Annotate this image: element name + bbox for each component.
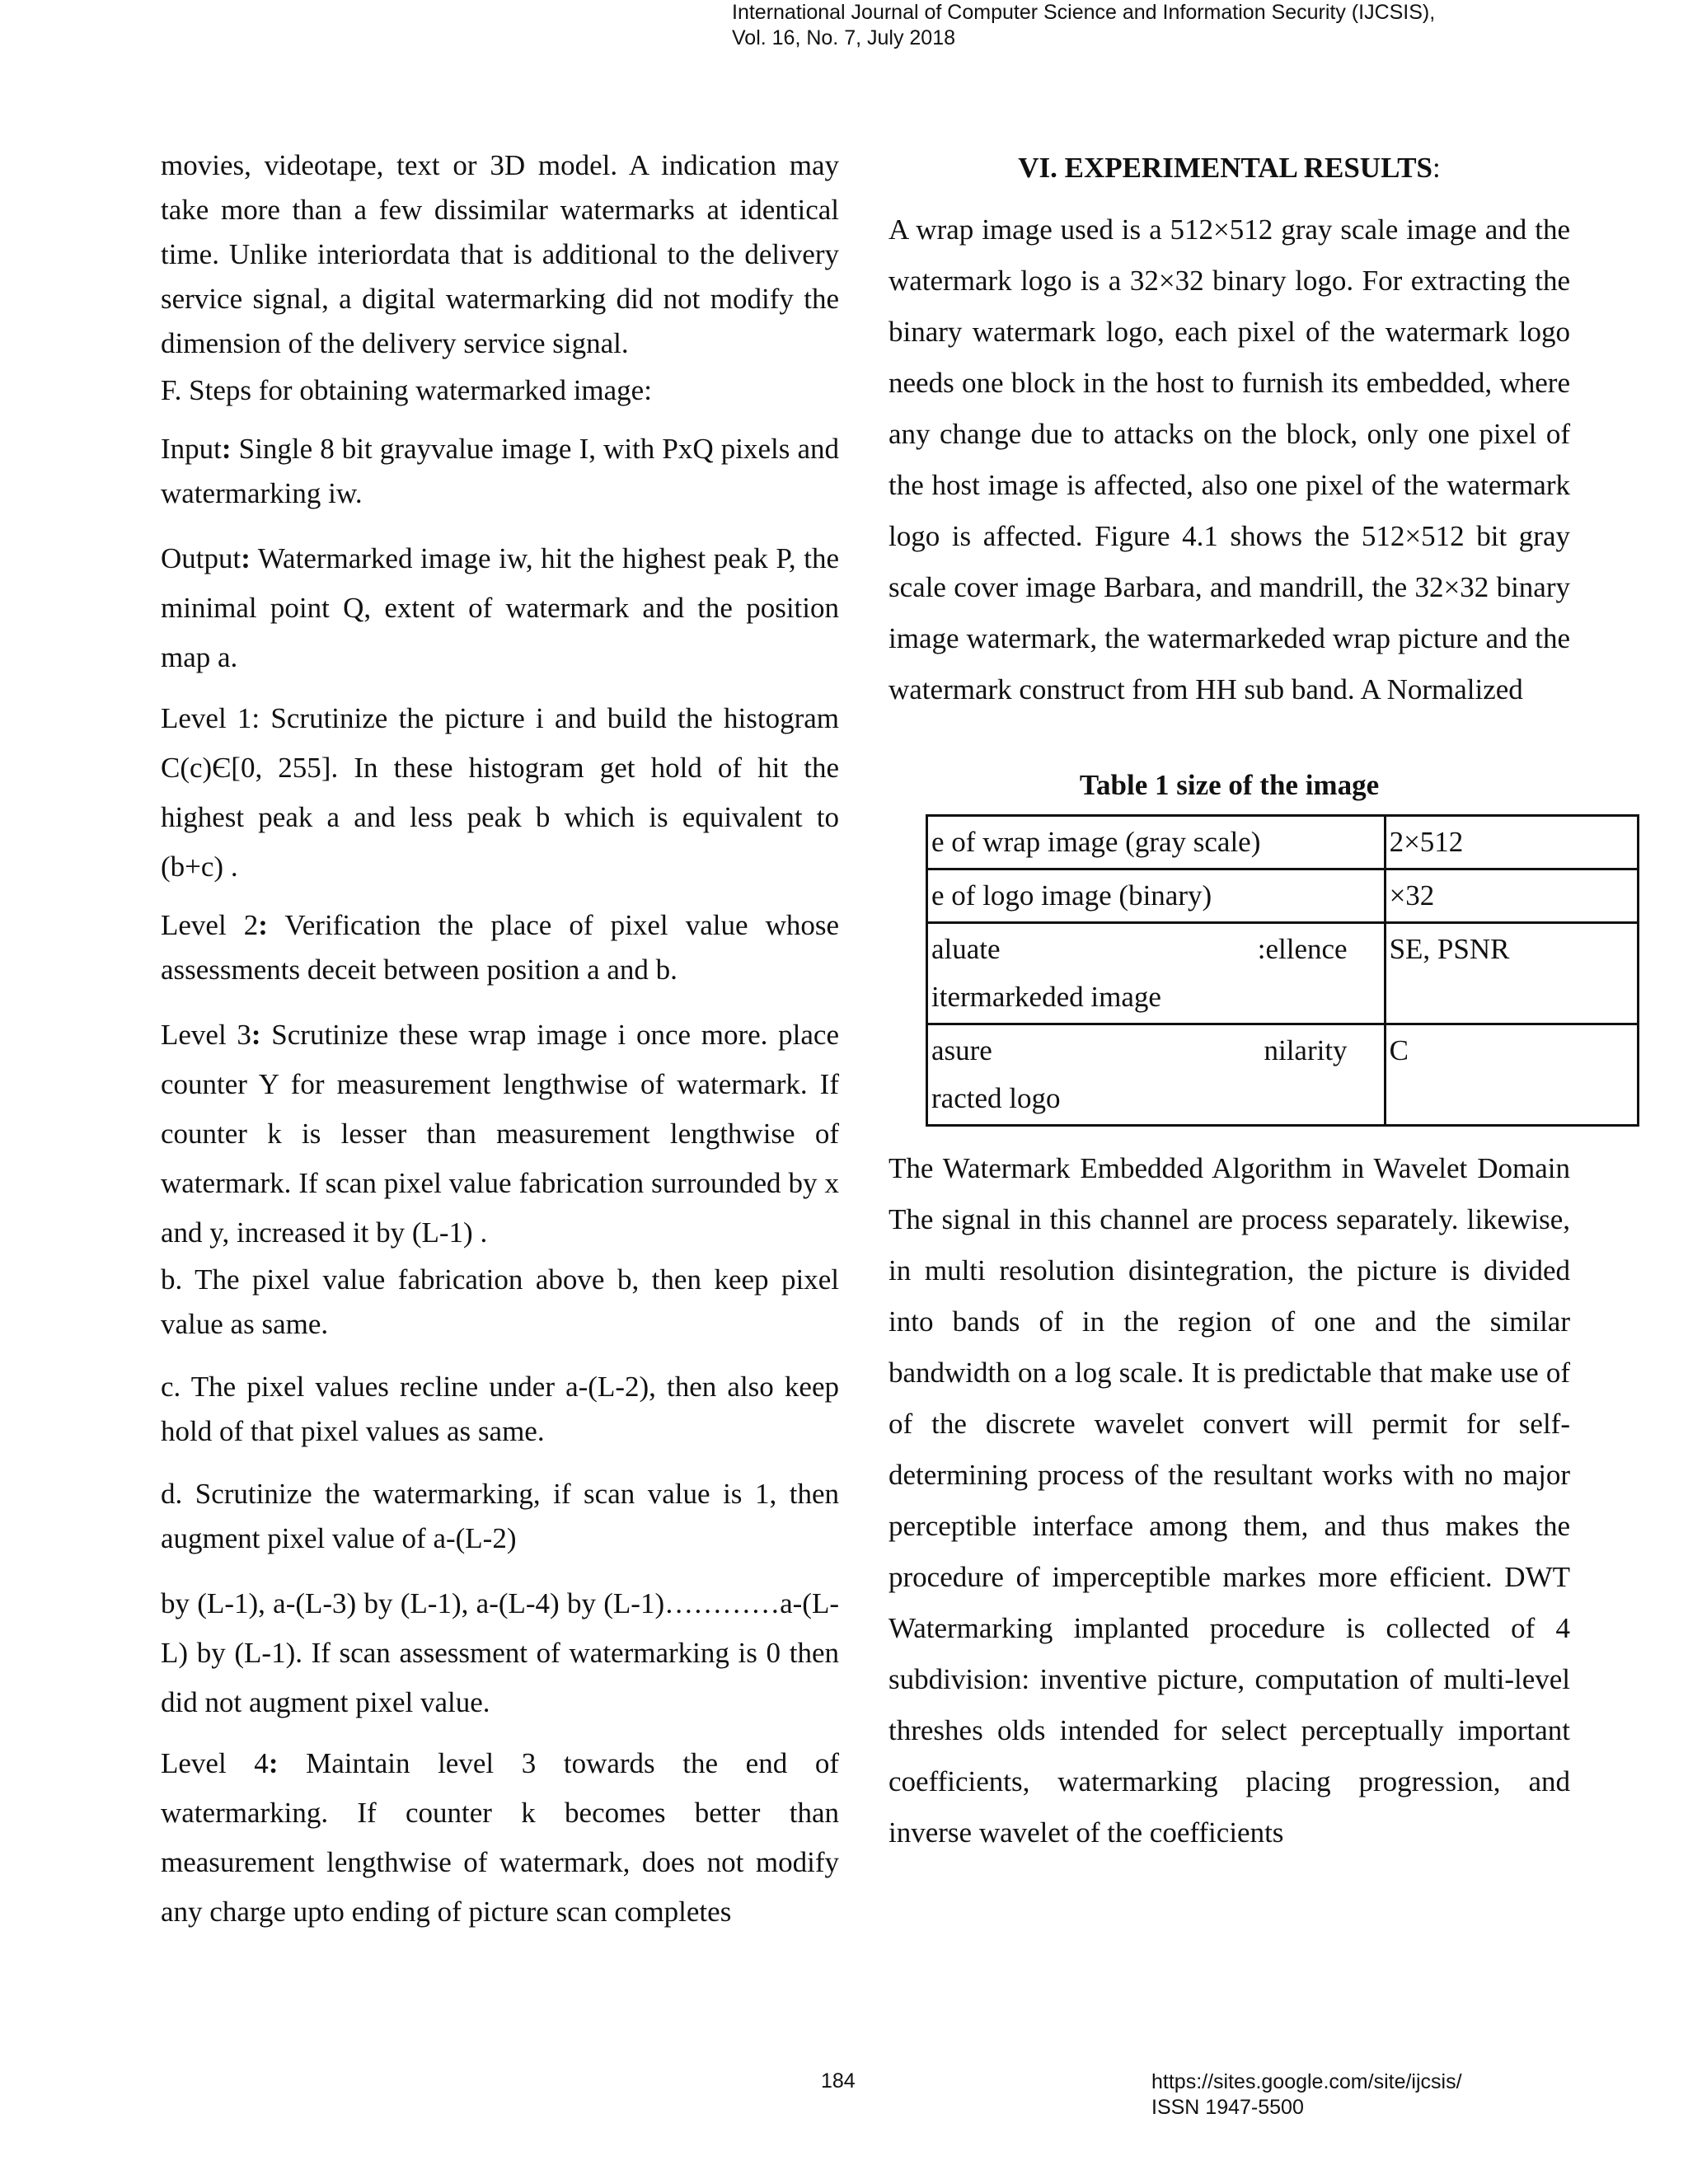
level2-paragraph [161, 903, 839, 992]
cell-text: asure [931, 1034, 992, 1066]
cell-text: SE, PSNR [1389, 933, 1510, 965]
level4-paragraph [161, 1739, 839, 1937]
level3-label: Level 3 [161, 1019, 251, 1051]
table-row [927, 1024, 1639, 1126]
table-cell [1385, 816, 1638, 869]
algorithm-paragraph: The Watermark Embedded Algorithm in Wavelet Domain The signal in this channel are process separately. likewise, in multi resolution disintegration, the picture is divided into bands of in the region of one and the similar bandwidth on a log scale. It is predictable that make use of of the discrete wavelet convert will permit for self-determining process of the resultant works with no major perceptible interface among them, and thus makes the procedure of imperceptible markes more efficient. DWT Watermarking implanted procedure is collected of 4 subdivision: inventive picture, computation of multi-level threshes olds intended for select perceptually important coefficients, watermarking placing progression, and inverse wavelet of the coefficients [889, 1152, 1570, 1849]
cell-text: nilarity [1264, 1034, 1348, 1066]
input-label: Input [161, 433, 222, 465]
cell-text: C [1389, 1034, 1409, 1066]
cell-line [931, 926, 1381, 973]
results-paragraph: A wrap image used is a 512×512 gray scale image and the watermark logo is a 32×32 binary logo. For extracting the binary watermark logo, each pixel of the watermark logo needs one block in the host to furnish its embedded, where any change due to attacks on the block, only one pixel of the host image is affected, also one pixel of the watermark logo is affected. Figure 4.1 shows the 512×512 bit gray scale cover image Barbara, and mandrill, the 32×32 binary image watermark, the watermarkeded wrap picture and the watermark construct from HH sub band. A Normalized [889, 213, 1570, 705]
level1-paragraph: Level 1: Scrutinize the picture i and build the histogram C(c)Є[0, 255]. In these histogram get hold of hit the highest peak a and less peak b which is equivalent to (b+c) . [161, 702, 839, 883]
journal-volume: Vol. 16, No. 7, July 2018 [732, 26, 956, 49]
level3-colon: : [251, 1019, 261, 1051]
item-b-paragraph: b. The pixel value fabrication above b, then keep pixel value as same. [161, 1263, 839, 1340]
level3-paragraph [161, 1010, 839, 1258]
table-row [927, 869, 1639, 923]
footer-info [1151, 2069, 1462, 2121]
running-header [732, 0, 1435, 51]
input-paragraph [161, 427, 839, 516]
output-paragraph [161, 534, 839, 682]
level3-text: Scrutinize these wrap image i once more. place counter Y for measurement lengthwise of watermark. If counter k is lesser than measurement lengthwise of watermark. If scan pixel value fabrication surrounded by x and y, increased it by (L-1) . [161, 1019, 839, 1249]
input-colon: : [221, 433, 232, 465]
left-column [161, 143, 839, 1937]
cell-text: aluate [931, 933, 1001, 965]
cell-text: :ellence [1257, 933, 1348, 965]
table-cell [927, 869, 1386, 923]
table-cell [1385, 1024, 1638, 1126]
level2-colon: : [258, 909, 268, 941]
table-caption: Table 1 size of the image [1079, 769, 1380, 801]
by-paragraph: by (L-1), a-(L-3) by (L-1), a-(L-4) by (L-1)…………a-(L-L) by (L-1). If scan assessment of watermarking is 0 then did not augment pixel value. [161, 1587, 839, 1718]
level4-text: Maintain level 3 towards the end of watermarking. If counter k becomes better than measurement lengthwise of watermark, does not modify any charge upto ending of picture scan completes [161, 1747, 839, 1928]
table-row [927, 816, 1639, 869]
item-d-paragraph: d. Scrutinize the watermarking, if scan value is 1, then augment pixel value of a-(L-2) [161, 1478, 839, 1554]
level2-text: Verification the place of pixel value whose assessments deceit between position a and b. [161, 909, 839, 986]
cell-line [931, 1027, 1381, 1075]
cell-text: 2×512 [1389, 826, 1464, 858]
cell-text: ×32 [1389, 879, 1435, 912]
cell-text: e of logo image (binary) [931, 879, 1212, 912]
level2-label: Level 2 [161, 909, 259, 941]
output-colon: : [241, 542, 251, 574]
cell-text: itermarkeded image [931, 981, 1161, 1013]
output-label: Output [161, 542, 241, 574]
intro-paragraph: movies, videotape, text or 3D model. A indication may take more than a few dissimilar watermarks at identical time. Unlike interiordata that is additional to the delivery service signal, a digital watermarking did not modify the dimension of the delivery service signal. [161, 149, 839, 359]
cell-text: racted logo [931, 1082, 1061, 1114]
section-heading-colon: : [1432, 152, 1441, 184]
table-row [927, 923, 1639, 1024]
size-table [926, 814, 1639, 1127]
page-number: 184 [821, 2069, 856, 2093]
table-cell [1385, 923, 1638, 1024]
table-cell [1385, 869, 1638, 923]
table-cell [927, 923, 1386, 1024]
cell-text: e of wrap image (gray scale) [931, 826, 1261, 858]
journal-name: International Journal of Computer Science and Information Security (IJCSIS), [732, 1, 1436, 24]
section-heading [889, 143, 1570, 193]
right-column [889, 143, 1570, 1858]
level4-colon: : [268, 1747, 279, 1779]
section-f-heading: F. Steps for obtaining watermarked image: [161, 374, 652, 406]
table-cell [927, 1024, 1386, 1126]
footer-url: https://sites.google.com/site/ijcsis/ [1151, 2070, 1462, 2093]
footer-issn: ISSN 1947-5500 [1151, 2096, 1304, 2119]
output-text: Watermarked image iw, hit the highest peak P, the minimal point Q, extent of watermark and the position map a. [161, 542, 839, 673]
item-c-paragraph: c. The pixel values recline under a-(L-2), then also keep hold of that pixel values as same. [161, 1371, 839, 1447]
section-heading-text: VI. EXPERIMENTAL RESULTS [1018, 152, 1433, 184]
level4-label: Level 4 [161, 1747, 269, 1779]
input-text: Single 8 bit grayvalue image I, with PxQ pixels and watermarking iw. [161, 433, 839, 509]
table-cell [927, 816, 1386, 869]
